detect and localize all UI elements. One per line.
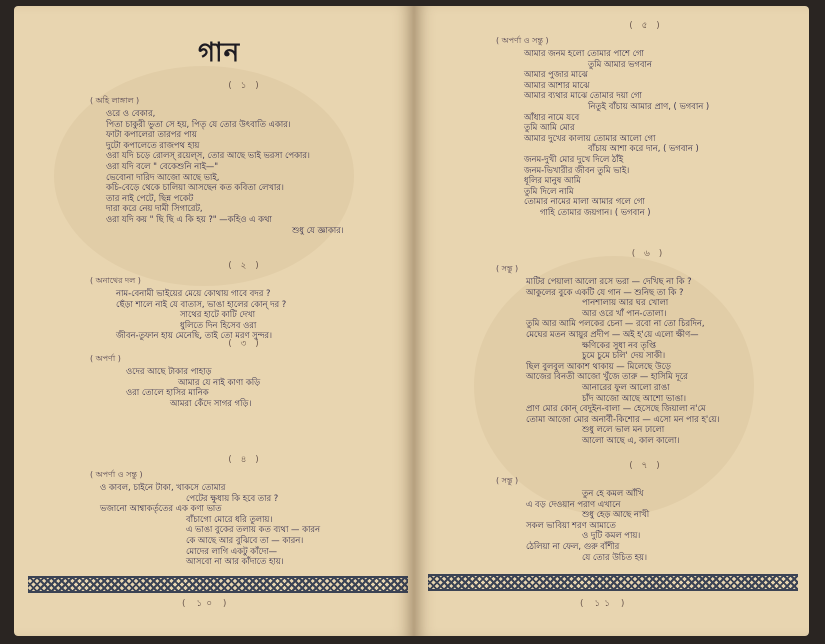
page-number: ( ১১ ) bbox=[580, 599, 629, 609]
song-line: ক্ষণিকের সুধা নব তৃপ্তি bbox=[582, 339, 656, 350]
song-line: গাহি তোমার জয়গান। ( ভগবান ) bbox=[540, 206, 651, 217]
song-line: ওদের আছে টাকার পাহাড় bbox=[126, 366, 212, 376]
song-line: শুধু হেড় আছে নাখী bbox=[582, 509, 650, 520]
song-line: আমরা কেঁদে সাগর গড়ি। bbox=[170, 397, 252, 408]
song-line: আজের বিনতী আজো খুঁজে তারু — হাসিমি দূরে bbox=[526, 371, 688, 382]
song-line: পেটের ক্ষুধায় কি হবে তার ? bbox=[186, 492, 279, 503]
song-line: আকুলের বুকে একটি যে গান — শুনিছ তা কি ? bbox=[526, 286, 684, 297]
song-line: আলো আছে এ, কাল কালো। bbox=[582, 434, 680, 445]
song-line: তোমার নামের মালা আমার গলে গো bbox=[524, 196, 645, 207]
song-line: আমার জনম হলো তোমার পাশে গো bbox=[524, 48, 644, 58]
song-line: বাঁচায় আশা করে দান, ( ভগবান ) bbox=[588, 143, 699, 154]
decorative-border bbox=[428, 574, 798, 591]
song-line: আঁধার নামে যবে bbox=[524, 111, 580, 122]
song-line: শুধু ললে ভাল মন ঢালো bbox=[582, 424, 665, 435]
song-number: ( ৩ ) bbox=[228, 339, 262, 349]
song-section-5 bbox=[496, 18, 796, 218]
song-line: ওরা যদি কয় " ছি ছি এ কি হয় ?" —কহিও এ কথা bbox=[106, 213, 272, 224]
song-line: মোদের লাগি একটু কাঁদো— bbox=[186, 545, 278, 556]
song-line: আমার আশার মাঝে bbox=[524, 79, 590, 90]
left-page bbox=[14, 6, 414, 636]
song-line: আনারের ফুল আলো রাঙা bbox=[582, 381, 670, 392]
song-line: দারা করে নেয় দামী সিগারেট, bbox=[106, 203, 203, 214]
song-line: ও কাবল, চাইনে টাকা, খাকসে তোমার bbox=[100, 482, 226, 492]
song-tag: ( অনাথের দল ) bbox=[90, 276, 141, 285]
song-line: ধুলিতে দিন হিসেব ওরা bbox=[180, 319, 257, 330]
song-line: সকল ভাবিয়া শরণ আমাতে bbox=[526, 519, 616, 530]
song-line: তুমি দিলে নামি bbox=[524, 185, 574, 196]
song-line: তুন হে কমল আঁখি bbox=[582, 488, 644, 498]
song-line: পিতা চাকুরী ভুতা সে হয়, পিতৃ যে তোর উৎবাতি একার। bbox=[106, 118, 291, 129]
song-line: প্রাণ মোর কোন্ বেদুইন-বালা — হেসেছে জিয়ালা ন'মে bbox=[526, 403, 706, 414]
song-line: ছেঁড়া শালে নাই যে বাতাস, ভাঙা হালের কোন্ দর ? bbox=[116, 298, 287, 309]
song-line: এ ভাঙা বুকের তলায় কত ব্যথা — কারন bbox=[186, 524, 320, 535]
song-line: ও দুটি কমল পায়। bbox=[582, 530, 641, 541]
song-section-1 bbox=[90, 78, 400, 235]
right-page bbox=[414, 6, 809, 636]
song-tag: ( অপর্ণা ও সন্তু ) bbox=[496, 36, 549, 45]
song-line: সাথের হাটে কাটি দেখা bbox=[180, 309, 256, 320]
song-number: ( ৭ ) bbox=[629, 461, 663, 471]
song-line: চাঁদ আজো আছে আশো ভাঙা। bbox=[582, 392, 687, 403]
song-line: ওরা যদি চড়ে রোলস্ রয়েল্স, তোর আছে ভাই ভরসা পেকার। bbox=[106, 150, 310, 161]
song-number: ( ৪ ) bbox=[228, 455, 262, 465]
song-line: আসবো না আর কাঁদাতে হায়। bbox=[186, 556, 284, 567]
song-line: ওরা যদি বলে " বেকেশুনি নাই—" bbox=[106, 160, 219, 171]
page-number: ( ১০ ) bbox=[182, 599, 231, 609]
song-line: জনম-ভিখারীর জীবন তুমি ভাই। bbox=[524, 164, 630, 175]
song-line: মেঘের মতন আয়ুর প্রদীপ — অই হ'য়ে এলো ক্ষীণ— bbox=[526, 328, 699, 339]
song-line: আমার ব্যথার মাঝে তোমার দয়া গো bbox=[524, 90, 642, 101]
song-line: আমার দুখের কালায় তোমার আলো গো bbox=[524, 132, 656, 143]
song-line: এ বড় দেওয়ান পরাণ এখানে bbox=[526, 498, 621, 509]
song-section-2 bbox=[90, 258, 400, 341]
song-tag: ( সন্তু ) bbox=[496, 476, 519, 485]
song-line: আর ওরে খাঁ পান-তোলা। bbox=[582, 307, 667, 318]
song-line: ওরা তোলে হাসির মানিক bbox=[126, 387, 209, 398]
song-number: ( ৫ ) bbox=[629, 21, 663, 31]
song-line: যে তোর উচিত হয়। bbox=[582, 551, 647, 562]
decorative-border bbox=[28, 576, 408, 593]
song-line: নিতুই বাঁচায় আমার প্রাণ, ( ভগবান ) bbox=[588, 100, 710, 111]
song-section-3 bbox=[90, 336, 400, 408]
song-tag: ( অপর্ণা ) bbox=[90, 354, 121, 363]
song-section-6 bbox=[496, 246, 801, 446]
song-line: তুমি আমার ভগবান bbox=[588, 58, 652, 69]
song-line: কচি-বেড়ে থেকে চালিয়া আসছেন কত কবিতা লেখার। bbox=[106, 182, 284, 193]
page-heading: গান bbox=[198, 38, 241, 68]
song-line: শুধু যে জ্ঞাকার। bbox=[292, 224, 344, 235]
song-line: চুমে চুমে চলি' দেয় সাকী। bbox=[582, 350, 666, 361]
song-line: ঠেলিয়া না ফেল, গুরু বাঁশীর bbox=[526, 540, 620, 551]
song-line: ধূলির মানুষ আমি bbox=[524, 175, 581, 186]
song-line: ফাটা কপালেরা তারপর পায় bbox=[106, 129, 197, 140]
song-number: ( ১ ) bbox=[228, 81, 262, 91]
song-line: কে আছে আর বুঝিবে তা — কারন। bbox=[186, 534, 304, 545]
song-line: ভেবোনা দারিদ আজো আছে ভাই, bbox=[106, 171, 220, 182]
song-section-4 bbox=[90, 452, 400, 567]
song-line: তুমি আর আমি পলকের চেনা — রবো না তো চিরদিন, bbox=[526, 318, 705, 329]
song-number: ( ৬ ) bbox=[631, 249, 666, 259]
song-line: আমার পুজার মাঝে bbox=[524, 69, 588, 80]
song-line: ওরে ও বেকার, bbox=[106, 108, 156, 118]
song-tag: ( সন্তু ) bbox=[496, 264, 519, 273]
song-line: আমার যে নাই কাণা কড়ি bbox=[178, 376, 261, 387]
song-line: ভজানো আশ্বাকর্তৃতের এক কণা ভাত bbox=[100, 503, 222, 514]
song-tag: ( অপর্ণা ও সন্তু ) bbox=[90, 470, 143, 479]
song-line: জীবন-তুফান হায় মেনেছি, তাই তো মরণ সুন্দর। bbox=[116, 330, 273, 341]
song-line: নাম-বেনামী ভাইয়ের মেয়ে কোথায় গাবে বদর ? bbox=[116, 288, 271, 298]
song-line: মাটির পেয়ালা আলো রসে ভরা — দেখিছ না কি ? bbox=[526, 276, 692, 286]
song-line: তার নাই পেটে, ছিন্ন পকেট bbox=[106, 192, 194, 203]
song-line: তুমি আমি মোর bbox=[524, 122, 575, 133]
song-line: ছিল বুলবুল আকাশ থাকায় — মিলেছে উড়ে bbox=[526, 360, 671, 371]
song-line: দুটো কপালেতে রাজপথ হায় bbox=[106, 139, 200, 150]
song-line: তোমা আজো মোর অনার্বী-কিশোর — এসো মন পার হ'য়ে। bbox=[526, 413, 720, 424]
song-line: পানশালায় আর ঘর খোলা bbox=[582, 297, 669, 308]
song-section-7 bbox=[496, 458, 796, 562]
song-line: জনম-দুখী মোর দুখে দিলে ঠাঁই bbox=[524, 153, 624, 164]
song-line: বাঁচাগো মোরে ধরি তুলায়। bbox=[186, 513, 273, 524]
song-number: ( ২ ) bbox=[228, 261, 262, 271]
song-tag: ( অহি লাঙ্গাল ) bbox=[90, 96, 140, 105]
